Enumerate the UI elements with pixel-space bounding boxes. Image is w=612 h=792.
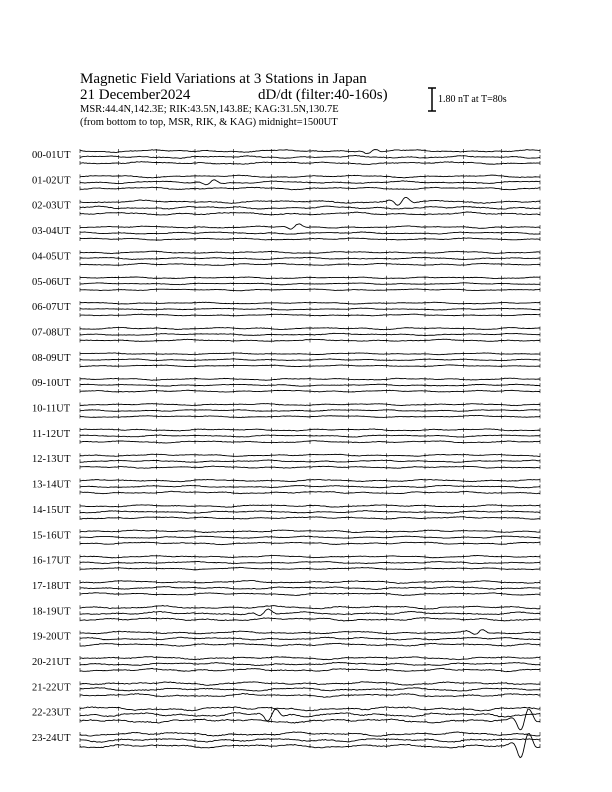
hour-label: 22-23UT	[32, 707, 71, 719]
hour-label: 20-21UT	[32, 657, 71, 668]
hour-label: 15-16UT	[32, 530, 71, 542]
scale-bar-label: 1.80 nT at T=80s	[438, 94, 507, 105]
hour-label: 23-24UT	[32, 733, 71, 745]
chart-filter: dD/dt (filter:40-160s)	[258, 87, 388, 103]
hour-label: 12-13UT	[32, 454, 71, 466]
hour-label: 03-04UT	[32, 226, 71, 238]
hour-label: 18-19UT	[32, 606, 71, 618]
hour-label: 07-08UT	[32, 327, 71, 339]
chart-date: 21 December2024	[80, 87, 191, 103]
hour-label: 08-09UT	[32, 352, 71, 364]
hour-label: 04-05UT	[32, 251, 71, 263]
hour-label: 05-06UT	[32, 276, 71, 288]
station-order-note: (from bottom to top, MSR, RIK, & KAG) midnight=1500UT	[80, 117, 338, 128]
hour-label: 00-01UT	[32, 150, 71, 161]
hour-labels	[32, 150, 71, 744]
hour-label: 13-14UT	[32, 479, 71, 491]
chart-title: Magnetic Field Variations at 3 Stations in Japan	[80, 71, 367, 87]
hour-label: 21-22UT	[32, 682, 71, 694]
hour-label: 11-12UT	[32, 428, 71, 440]
scale-bar	[428, 88, 436, 111]
hour-label: 14-15UT	[32, 504, 71, 516]
hour-label: 16-17UT	[32, 555, 71, 567]
trace-kag-02-03UT	[80, 197, 540, 205]
station-coordinates: MSR:44.4N,142.3E; RIK:43.5N,143.8E; KAG:31.5N,130.7E	[80, 104, 339, 115]
hour-label: 01-02UT	[32, 175, 71, 187]
hour-label: 10-11UT	[32, 403, 71, 415]
hour-label: 19-20UT	[32, 631, 71, 643]
hour-label: 02-03UT	[32, 200, 71, 212]
hour-label: 09-10UT	[32, 378, 71, 390]
hour-label: 06-07UT	[32, 302, 71, 314]
hour-label: 17-18UT	[32, 580, 71, 592]
